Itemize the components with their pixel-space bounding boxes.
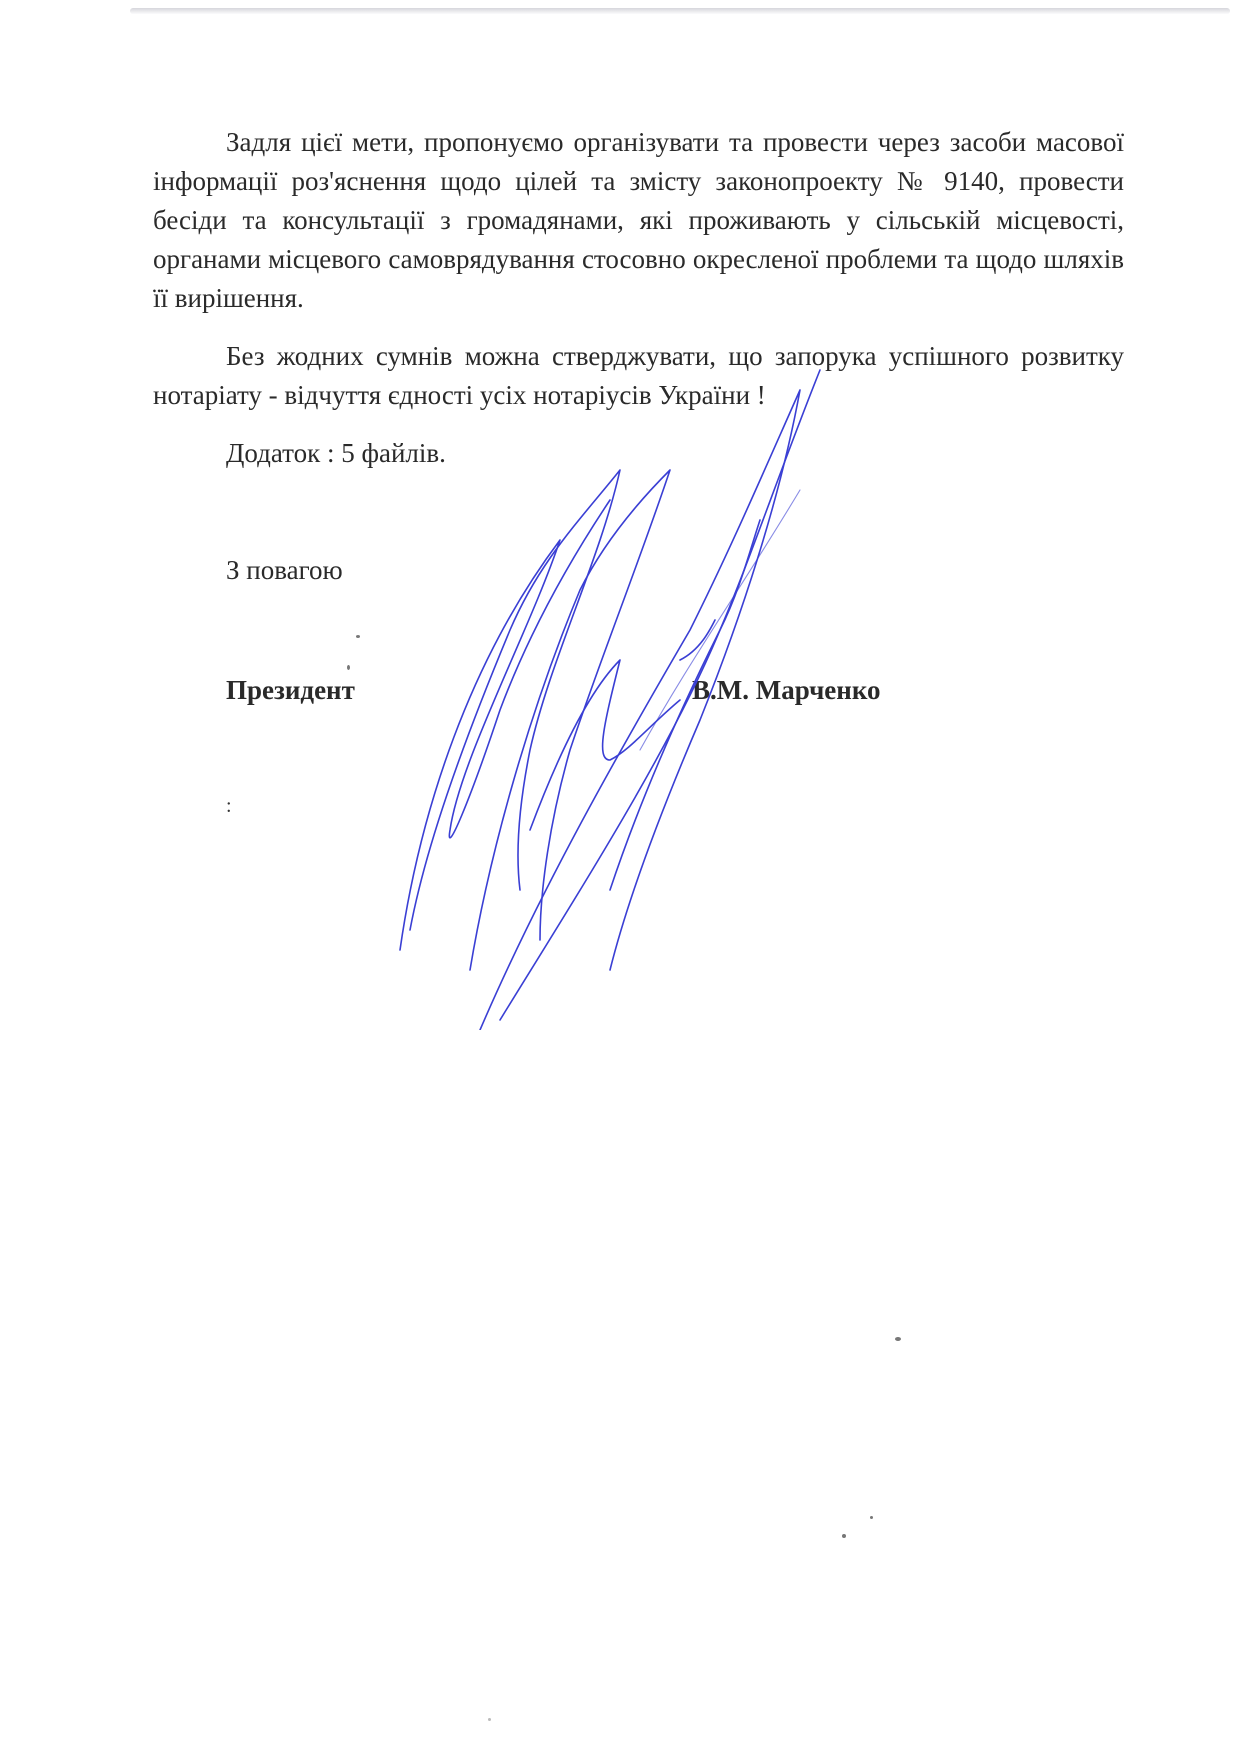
attachment-note: Додаток : 5 файлів. bbox=[226, 438, 446, 468]
handwritten-signature bbox=[380, 330, 920, 1030]
paragraph-text: Без жодних сумнів можна стверджувати, що запорука успішного розвитку нотаріату - відчуття єдності усіх нотаріусів України ! bbox=[153, 341, 1124, 410]
scan-speck bbox=[347, 665, 350, 670]
scan-speck bbox=[870, 1516, 873, 1519]
scan-edge-shadow bbox=[130, 8, 1230, 14]
scan-speck bbox=[895, 1337, 901, 1341]
closing-salutation: З повагою bbox=[226, 555, 343, 585]
signer-name: В.М. Марченко bbox=[692, 675, 881, 705]
stray-colon-mark: : bbox=[226, 795, 232, 817]
scan-speck bbox=[488, 1718, 491, 1721]
signer-position: Президент bbox=[226, 675, 355, 705]
scan-speck bbox=[842, 1534, 846, 1538]
body-paragraph-1 bbox=[153, 123, 1124, 318]
paragraph-text: Задля цієї мети, пропонуємо організувати та провести через засоби масової інформації роз'яснення щодо цілей та змісту законопроекту № 9140, провести бесіди та консультації з громадянами, які проживають у сільській місцевості, органами місцевого самоврядування стосовно окресленої проблеми та щодо шляхів її вирішення. bbox=[153, 127, 1124, 313]
scan-speck bbox=[356, 635, 360, 638]
